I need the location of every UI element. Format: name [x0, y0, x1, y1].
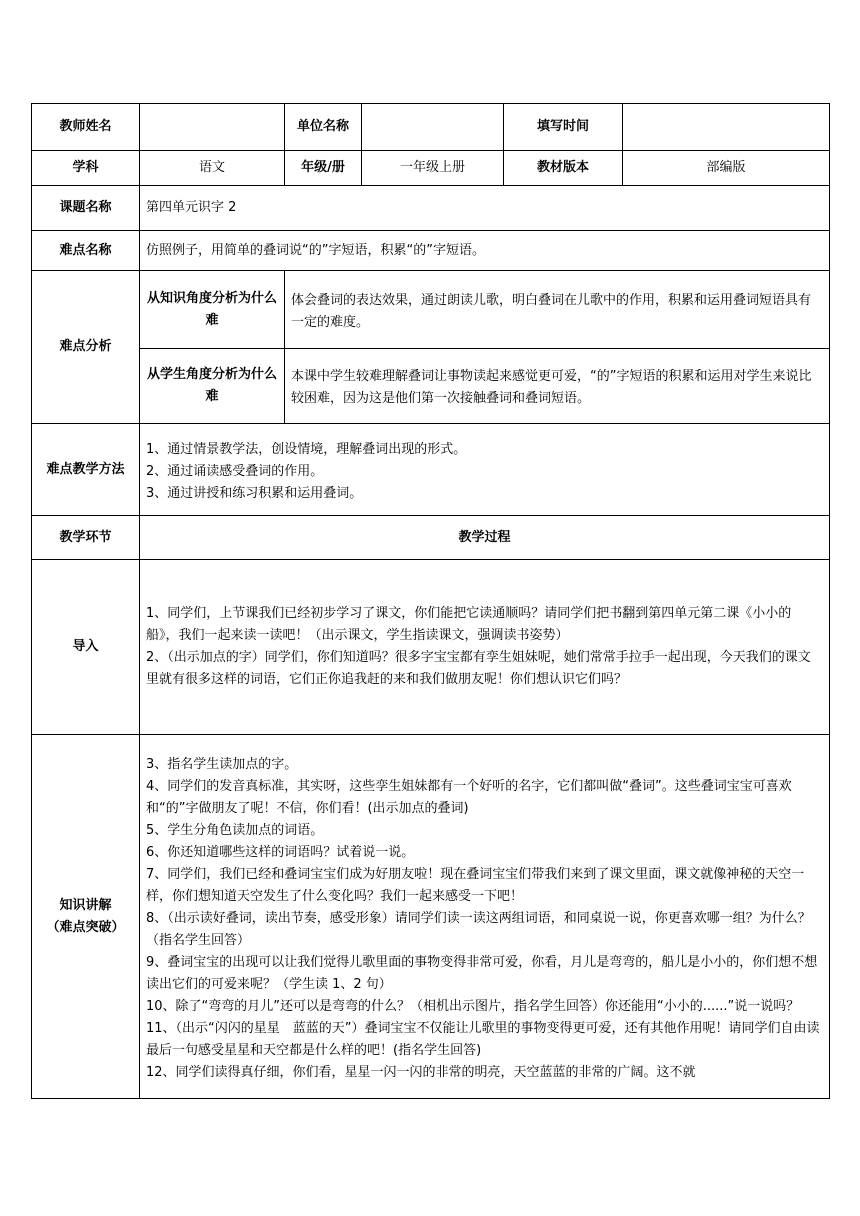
lecture-item: 3、指名学生读加点的字。	[146, 756, 298, 772]
teaching-stage-header: 教学环节	[32, 516, 140, 560]
lecture-item: 7、同学们，我们已经和叠词宝宝们成为好朋友啦！现在叠词宝宝们带我们来到了课文里面，课文就像神秘的天空一样，你们想知道天空发生了什么变化吗？我们一起来感受一下吧！	[146, 866, 805, 904]
lecture-item: 10、除了“弯弯的月儿”还可以是弯弯的什么？（相机出示图片，指名学生回答）你还能用“小小的......”说一说吗？	[146, 998, 800, 1014]
teaching-methods-content	[140, 424, 830, 516]
fill-time-value	[623, 104, 830, 151]
lecture-item: 11、（出示“闪闪的星星 蓝蓝的天”）叠词宝宝不仅能让儿歌里的事物变得更可爱，还有其他作用呢！请同学们自由读最后一句感受星星和天空都是什么样的吧！(指名学生回答)	[146, 1020, 820, 1058]
intro-label: 导入	[32, 560, 140, 735]
lecture-item: 12、同学们读得真仔细，你们看，星星一闪一闪的非常的明亮，天空蓝蓝的非常的广阔。这不就	[146, 1064, 696, 1080]
intro-item: 2、（出示加点的字）同学们，你们知道吗？很多字宝宝都有孪生姐妹呢，她们常常手拉手一起出现，今天我们的课文里就有很多这样的词语，它们正你追我赶的来和我们做朋友呢！你们想认识它们吗？	[146, 650, 811, 687]
lecture-label	[32, 735, 140, 1099]
method-item: 1、通过情景教学法，创设情境，理解叠词出现的形式。	[146, 441, 467, 457]
subject-value: 语文	[140, 151, 285, 186]
teacher-name-value	[140, 104, 285, 151]
teaching-methods-label: 难点教学方法	[32, 424, 140, 516]
teacher-name-label: 教师姓名	[32, 104, 140, 151]
subject-label: 学科	[32, 151, 140, 186]
grade-label: 年级/册	[285, 151, 362, 186]
lecture-label-line: （难点突破）	[46, 919, 125, 935]
lecture-content	[140, 735, 830, 1099]
knowledge-angle-text: 体会叠词的表达效果，通过朗读儿歌，明白叠词在儿歌中的作用，积累和运用叠词短语具有一定的难度。	[285, 271, 830, 349]
difficulty-name-label: 难点名称	[32, 231, 140, 271]
intro-content	[140, 560, 830, 735]
unit-name-value	[362, 104, 504, 151]
lecture-row	[32, 735, 830, 1099]
info-row-1	[32, 104, 830, 151]
lecture-item: 8、（出示读好叠词，读出节奏，感受形象）请同学们读一读这两组词语，和同桌说一说，你更喜欢哪一组？为什么？（指名学生回答）	[146, 910, 811, 948]
teaching-process-header: 教学过程	[140, 516, 830, 560]
info-row-2	[32, 151, 830, 186]
process-header-row	[32, 516, 830, 560]
lecture-item: 6、你还知道哪些这样的词语吗？试着说一说。	[146, 844, 415, 860]
knowledge-angle-label: 从知识角度分析为什么难	[140, 271, 285, 349]
difficulty-row	[32, 231, 830, 271]
edition-value: 部编版	[623, 151, 830, 186]
lecture-item: 4、同学们的发音真标准，其实呀，这些孪生姐妹都有一个好听的名字，它们都叫做“叠词”。这些叠词宝宝可喜欢和“的”字做朋友了呢！不信，你们看！(出示加点的叠词)	[146, 778, 792, 816]
unit-name-label: 单位名称	[285, 104, 362, 151]
lecture-label-line: 知识讲解	[59, 897, 112, 913]
student-angle-label: 从学生角度分析为什么难	[140, 349, 285, 424]
lesson-plan-table	[31, 103, 830, 1099]
analysis-row-knowledge	[32, 271, 830, 349]
grade-value: 一年级上册	[362, 151, 504, 186]
methods-row	[32, 424, 830, 516]
edition-label: 教材版本	[504, 151, 623, 186]
lecture-item: 9、叠词宝宝的出现可以让我们觉得儿歌里面的事物变得非常可爱，你看，月儿是弯弯的，船儿是小小的，你们想不想读出它们的可爱来呢？（学生读 1、2 句）	[146, 954, 818, 992]
difficulty-name-value: 仿照例子，用简单的叠词说“的”字短语，积累“的”字短语。	[140, 231, 830, 271]
method-item: 3、通过讲授和练习积累和运用叠词。	[146, 485, 363, 501]
method-item: 2、通过诵读感受叠词的作用。	[146, 463, 324, 479]
analysis-row-student	[32, 349, 830, 424]
intro-row	[32, 560, 830, 735]
lesson-title-label: 课题名称	[32, 186, 140, 231]
lesson-row	[32, 186, 830, 231]
intro-item: 1、同学们，上节课我们已经初步学习了课文，你们能把它读通顺吗？请同学们把书翻到第四单元第二课《小小的船》，我们一起来读一读吧！（出示课文，学生指读课文，强调读书姿势）	[146, 606, 792, 643]
student-angle-text: 本课中学生较难理解叠词让事物读起来感觉更可爱，“的”字短语的积累和运用对学生来说比较困难，因为这是他们第一次接触叠词和叠词短语。	[285, 349, 830, 424]
lesson-title-value: 第四单元识字 2	[140, 186, 830, 231]
difficulty-analysis-label: 难点分析	[32, 271, 140, 424]
fill-time-label: 填写时间	[504, 104, 623, 151]
lecture-item: 5、学生分角色读加点的词语。	[146, 822, 324, 838]
